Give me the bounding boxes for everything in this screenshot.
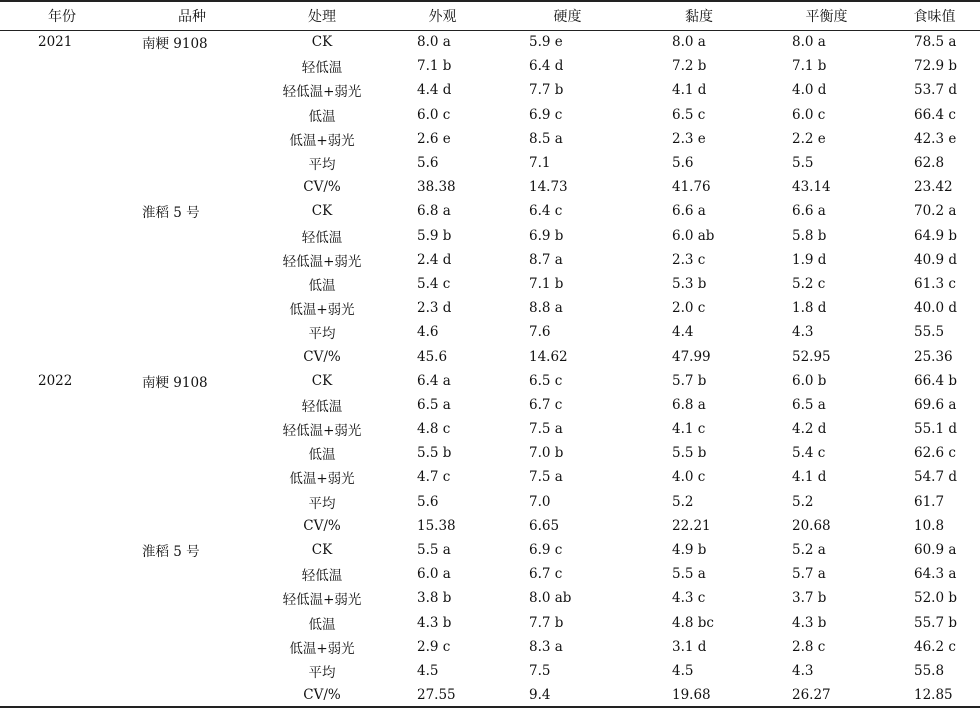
cell-hardness: 7.5 a: [529, 421, 563, 438]
cell-hardness: 6.9 c: [529, 542, 563, 559]
table-row: [0, 127, 980, 151]
table-row: [0, 490, 980, 514]
cell-treatment: 轻低温: [301, 229, 343, 246]
cell-treatment: 低温+弱光: [289, 302, 355, 319]
table-row: [0, 369, 980, 393]
cell-variety: [124, 635, 260, 659]
cell-taste-value: 62.8: [914, 155, 945, 172]
cell-appearance: 2.9 c: [417, 638, 451, 655]
cell-appearance: 6.0 c: [417, 106, 451, 123]
cell-taste-value: 40.0 d: [914, 300, 957, 317]
cell-appearance: 6.0 a: [417, 566, 451, 583]
cell-balance: 52.95: [792, 348, 831, 365]
table-row: [0, 103, 980, 127]
header-treatment: 处理: [260, 1, 384, 30]
cell-balance: 4.1 d: [792, 469, 827, 486]
cell-year: [0, 248, 124, 272]
cell-treatment: 低温+弱光: [289, 640, 355, 657]
cell-year: [0, 175, 124, 199]
cell-hardness: 7.1: [529, 155, 551, 172]
cell-appearance: 4.3 b: [417, 614, 452, 631]
table-row: [0, 586, 980, 610]
cell-variety: [124, 611, 260, 635]
cell-treatment: CV/%: [303, 179, 341, 196]
cell-hardness: 7.7 b: [529, 614, 564, 631]
cell-treatment: 轻低温: [301, 398, 343, 415]
cell-taste-value: 52.0 b: [914, 590, 957, 607]
cell-taste-value: 55.7 b: [914, 614, 957, 631]
cell-balance: 4.2 d: [792, 421, 827, 438]
cell-taste-value: 61.3 c: [914, 275, 956, 292]
cell-variety: [124, 441, 260, 465]
cell-variety: [124, 54, 260, 78]
cell-balance: 5.4 c: [792, 445, 826, 462]
cell-viscosity: 6.6 a: [672, 203, 706, 220]
table-row: [0, 344, 980, 368]
cell-treatment: 轻低温+弱光: [282, 423, 362, 440]
cell-year: [0, 683, 124, 707]
cell-hardness: 6.4 c: [529, 203, 563, 220]
cell-balance: 6.5 a: [792, 396, 826, 413]
cell-balance: 6.0 b: [792, 372, 827, 389]
cell-taste-value: 60.9 a: [914, 542, 957, 559]
cell-balance: 6.0 c: [792, 106, 826, 123]
cell-appearance: 2.6 e: [417, 130, 451, 147]
cell-appearance: 4.4 d: [417, 82, 452, 99]
cell-year: [0, 344, 124, 368]
cell-viscosity: 4.1 d: [672, 82, 707, 99]
table-row: [0, 151, 980, 175]
table-row: [0, 78, 980, 102]
cell-taste-value: 64.3 a: [914, 566, 957, 583]
cell-variety: 南粳 9108: [142, 36, 208, 53]
cell-year: [0, 103, 124, 127]
cell-hardness: 14.73: [529, 179, 568, 196]
cell-appearance: 8.0 a: [417, 34, 451, 51]
cell-taste-value: 62.6 c: [914, 445, 956, 462]
header-appearance: 外观: [384, 1, 501, 30]
table-row: [0, 683, 980, 707]
cell-hardness: 8.5 a: [529, 130, 563, 147]
cell-taste-value: 23.42: [914, 179, 953, 196]
cell-viscosity: 4.8 bc: [672, 614, 714, 631]
cell-variety: [124, 103, 260, 127]
cell-viscosity: 2.3 e: [672, 130, 706, 147]
cell-balance: 7.1 b: [792, 58, 827, 75]
cell-balance: 4.3: [792, 662, 814, 679]
cell-viscosity: 2.0 c: [672, 300, 706, 317]
cell-variety: [124, 586, 260, 610]
cell-year: [0, 465, 124, 489]
cell-viscosity: 5.3 b: [672, 275, 707, 292]
cell-variety: [124, 344, 260, 368]
cell-year: [0, 224, 124, 248]
cell-appearance: 4.7 c: [417, 469, 451, 486]
cell-hardness: 7.0 b: [529, 445, 564, 462]
cell-year: 2021: [38, 34, 73, 51]
cell-balance: 5.2 c: [792, 275, 826, 292]
cell-hardness: 8.7 a: [529, 251, 563, 268]
cell-balance: 3.7 b: [792, 590, 827, 607]
cell-year: [0, 54, 124, 78]
cell-appearance: 6.4 a: [417, 372, 451, 389]
cell-taste-value: 78.5 a: [914, 34, 957, 51]
cell-hardness: 8.0 ab: [529, 590, 572, 607]
cell-year: [0, 78, 124, 102]
cell-viscosity: 6.0 ab: [672, 227, 715, 244]
cell-viscosity: 41.76: [672, 179, 711, 196]
cell-variety: [124, 224, 260, 248]
cell-treatment: CV/%: [260, 683, 384, 707]
cell-appearance: 38.38: [417, 179, 456, 196]
cell-viscosity: 2.3 c: [672, 251, 706, 268]
cell-variety: 淮稻 5 号: [142, 544, 200, 561]
cell-viscosity: 4.1 c: [672, 421, 706, 438]
cell-appearance: 5.9 b: [417, 227, 452, 244]
table-row: [0, 199, 980, 223]
cell-balance: 8.0 a: [792, 34, 826, 51]
cell-hardness: 7.7 b: [529, 82, 564, 99]
cell-taste-value: 12.85: [889, 683, 980, 707]
cell-viscosity: 47.99: [672, 348, 711, 365]
cell-balance: 5.5: [792, 155, 814, 172]
cell-hardness: 6.65: [529, 517, 560, 534]
cell-variety: [124, 514, 260, 538]
cell-treatment: 低温+弱光: [289, 132, 355, 149]
cell-variety: [124, 127, 260, 151]
cell-balance: 20.68: [792, 517, 831, 534]
cell-variety: [124, 490, 260, 514]
cell-variety: [124, 393, 260, 417]
cell-year: [0, 490, 124, 514]
cell-balance: 5.2 a: [792, 542, 826, 559]
cell-viscosity: 5.2: [672, 493, 694, 510]
table-row: [0, 465, 980, 489]
table-row: [0, 175, 980, 199]
cell-taste-value: 53.7 d: [914, 82, 957, 99]
cell-viscosity: 5.7 b: [672, 372, 707, 389]
table-row: [0, 30, 980, 54]
cell-variety: [124, 296, 260, 320]
header-taste-value: 食味值: [889, 1, 980, 30]
cell-treatment: 低温+弱光: [289, 471, 355, 488]
cell-balance: 4.0 d: [792, 82, 827, 99]
cell-year: [0, 562, 124, 586]
table-row: [0, 514, 980, 538]
cell-taste-value: 46.2 c: [914, 638, 956, 655]
cell-viscosity: 4.5: [672, 662, 694, 679]
cell-viscosity: 7.2 b: [672, 58, 707, 75]
cell-treatment: CV/%: [303, 348, 341, 365]
cell-appearance: 6.5 a: [417, 396, 451, 413]
cell-appearance: 2.4 d: [417, 251, 452, 268]
cell-hardness: 6.9 c: [529, 106, 563, 123]
cell-viscosity: 6.8 a: [672, 396, 706, 413]
cell-hardness: 7.6: [529, 324, 551, 341]
cell-year: [0, 514, 124, 538]
cell-hardness: 6.9 b: [529, 227, 564, 244]
cell-variety: 淮稻 5 号: [142, 205, 200, 222]
cell-appearance: 5.5 a: [417, 542, 451, 559]
cell-appearance: 4.5: [417, 662, 439, 679]
cell-hardness: 6.7 c: [529, 566, 563, 583]
cell-viscosity: 6.5 c: [672, 106, 706, 123]
cell-year: [0, 127, 124, 151]
cell-taste-value: 54.7 d: [914, 469, 957, 486]
cell-viscosity: 5.6: [672, 155, 694, 172]
cell-variety: [124, 683, 260, 707]
table-header-row: [0, 1, 980, 30]
table-row: [0, 611, 980, 635]
table-row: [0, 248, 980, 272]
cell-balance: 4.3 b: [792, 614, 827, 631]
cell-balance: 5.2: [792, 493, 814, 510]
cell-year: [0, 611, 124, 635]
cell-appearance: 5.6: [417, 155, 439, 172]
table-row: [0, 296, 980, 320]
cell-hardness: 6.5 c: [529, 372, 563, 389]
cell-treatment: 轻低温+弱光: [282, 253, 362, 270]
table-row: [0, 272, 980, 296]
cell-variety: [124, 151, 260, 175]
cell-hardness: 7.5 a: [529, 469, 563, 486]
cell-balance: 43.14: [792, 179, 831, 196]
cell-balance: 6.6 a: [792, 203, 826, 220]
cell-viscosity: 4.3 c: [672, 590, 706, 607]
cell-treatment: 轻低温+弱光: [282, 592, 362, 609]
header-balance: 平衡度: [764, 1, 889, 30]
header-variety: 品种: [124, 1, 260, 30]
cell-variety: [124, 562, 260, 586]
cell-viscosity: 22.21: [672, 517, 711, 534]
table-row: [0, 54, 980, 78]
table-row: [0, 562, 980, 586]
cell-taste-value: 66.4 b: [914, 372, 957, 389]
cell-viscosity: 4.9 b: [672, 542, 707, 559]
cell-appearance: 4.6: [417, 324, 439, 341]
cell-balance: 5.8 b: [792, 227, 827, 244]
cell-treatment: CK: [311, 372, 333, 389]
table-body: [0, 30, 980, 707]
cell-year: [0, 320, 124, 344]
cell-year: [0, 586, 124, 610]
header-viscosity: 黏度: [634, 1, 764, 30]
cell-hardness: 6.7 c: [529, 396, 563, 413]
cell-year: [0, 635, 124, 659]
cell-treatment: 平均: [308, 664, 336, 681]
cell-treatment: 平均: [308, 495, 336, 512]
table-row: [0, 441, 980, 465]
cell-variety: [124, 465, 260, 489]
cell-viscosity: 8.0 a: [672, 34, 706, 51]
cell-variety: 南粳 9108: [142, 374, 208, 391]
cell-year: 2022: [38, 372, 73, 389]
cell-hardness: 5.9 e: [529, 34, 563, 51]
cell-appearance: 5.4 c: [417, 275, 451, 292]
cell-viscosity: 19.68: [634, 683, 764, 707]
cell-year: [0, 538, 124, 562]
cell-year: [0, 272, 124, 296]
cell-balance: 5.7 a: [792, 566, 826, 583]
cell-taste-value: 55.5: [914, 324, 945, 341]
cell-taste-value: 55.8: [914, 662, 945, 679]
cell-hardness: 14.62: [529, 348, 568, 365]
cell-variety: [124, 659, 260, 683]
table-row: [0, 224, 980, 248]
cell-variety: [124, 272, 260, 296]
cell-year: [0, 151, 124, 175]
cell-hardness: 8.3 a: [529, 638, 563, 655]
cell-appearance: 7.1 b: [417, 58, 452, 75]
table-row: [0, 659, 980, 683]
cell-taste-value: 69.6 a: [914, 396, 957, 413]
cell-hardness: 9.4: [501, 683, 634, 707]
cell-taste-value: 64.9 b: [914, 227, 957, 244]
cell-viscosity: 3.1 d: [672, 638, 707, 655]
cell-treatment: CK: [311, 542, 333, 559]
cell-balance: 1.8 d: [792, 300, 827, 317]
cell-appearance: 45.6: [417, 348, 448, 365]
cell-variety: [124, 78, 260, 102]
cell-treatment: CK: [311, 34, 333, 51]
cell-viscosity: 4.0 c: [672, 469, 706, 486]
cell-year: [0, 441, 124, 465]
cell-treatment: 平均: [308, 326, 336, 343]
cell-year: [0, 199, 124, 223]
table-row: [0, 393, 980, 417]
cell-hardness: 7.1 b: [529, 275, 564, 292]
cell-viscosity: 5.5 b: [672, 445, 707, 462]
cell-year: [0, 296, 124, 320]
cell-year: [0, 659, 124, 683]
cell-taste-value: 61.7: [914, 493, 945, 510]
cell-balance: 4.3: [792, 324, 814, 341]
cell-viscosity: 5.5 a: [672, 566, 706, 583]
cell-balance: 2.8 c: [792, 638, 826, 655]
cell-appearance: 5.6: [417, 493, 439, 510]
table-row: [0, 320, 980, 344]
cell-treatment: 轻低温: [301, 568, 343, 585]
cell-taste-value: 70.2 a: [914, 203, 957, 220]
cell-taste-value: 25.36: [914, 348, 953, 365]
cell-balance: 1.9 d: [792, 251, 827, 268]
cell-treatment: 低温: [308, 616, 336, 633]
cell-year: [0, 417, 124, 441]
cell-variety: [124, 175, 260, 199]
cell-treatment: CK: [311, 203, 333, 220]
cell-year: [0, 393, 124, 417]
cell-treatment: CV/%: [303, 517, 341, 534]
header-year: 年份: [0, 1, 124, 30]
cell-appearance: 27.55: [384, 683, 501, 707]
cell-appearance: 3.8 b: [417, 590, 452, 607]
cell-taste-value: 10.8: [914, 517, 945, 534]
cell-balance: 26.27: [764, 683, 889, 707]
cell-treatment: 低温: [308, 447, 336, 464]
cell-variety: [124, 320, 260, 344]
cell-taste-value: 72.9 b: [914, 58, 957, 75]
cell-treatment: 低温: [308, 108, 336, 125]
cell-hardness: 8.8 a: [529, 300, 563, 317]
cell-appearance: 5.5 b: [417, 445, 452, 462]
cell-taste-value: 42.3 e: [914, 130, 957, 147]
cell-hardness: 7.5: [529, 662, 551, 679]
cell-appearance: 15.38: [417, 517, 456, 534]
cell-variety: [124, 417, 260, 441]
cell-hardness: 7.0: [529, 493, 551, 510]
cell-treatment: 轻低温+弱光: [282, 84, 362, 101]
cell-treatment: 轻低温: [301, 60, 343, 77]
cell-appearance: 6.8 a: [417, 203, 451, 220]
cell-appearance: 4.8 c: [417, 421, 451, 438]
cell-taste-value: 40.9 d: [914, 251, 957, 268]
cell-hardness: 6.4 d: [529, 58, 564, 75]
cell-taste-value: 55.1 d: [914, 421, 957, 438]
table-row: [0, 538, 980, 562]
cell-taste-value: 66.4 c: [914, 106, 956, 123]
cell-variety: [124, 248, 260, 272]
table-row: [0, 635, 980, 659]
cell-appearance: 2.3 d: [417, 300, 452, 317]
table-row: [0, 417, 980, 441]
cell-balance: 2.2 e: [792, 130, 826, 147]
header-hardness: 硬度: [501, 1, 634, 30]
cell-viscosity: 4.4: [672, 324, 694, 341]
cell-treatment: 低温: [308, 277, 336, 294]
cell-treatment: 平均: [308, 157, 336, 174]
